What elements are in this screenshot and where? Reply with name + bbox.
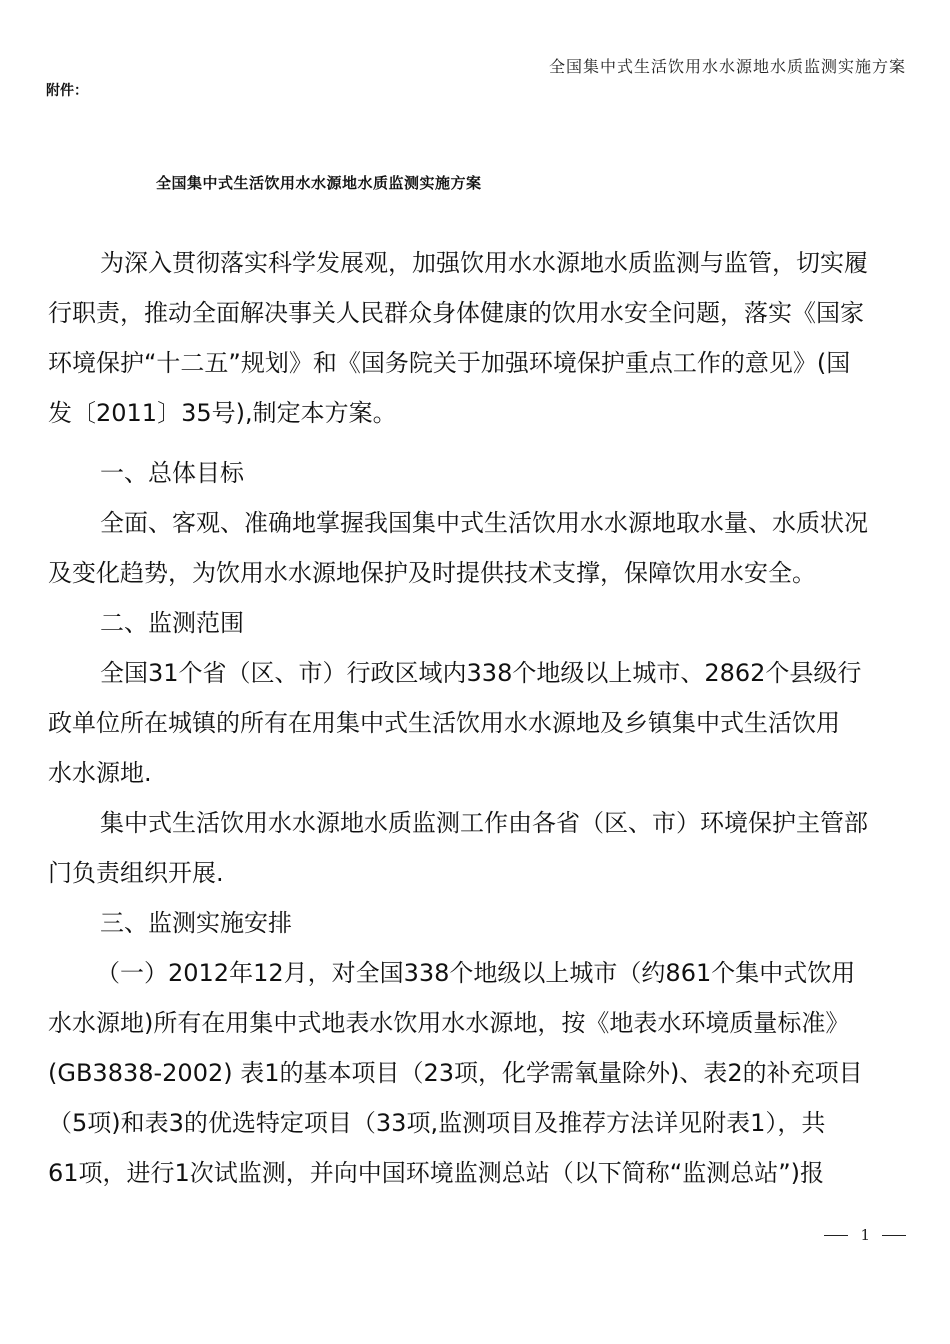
page-number: 1 — [860, 1226, 870, 1244]
page-footer — [824, 1226, 906, 1244]
body-line: 及变化趋势，为饮用水水源地保护及时提供技术支撑，保障饮用水安全。 — [48, 559, 816, 587]
body-line: 门负责组织开展. — [48, 859, 224, 887]
section-heading: 一、总体目标 — [100, 459, 244, 487]
footer-dash-left — [824, 1235, 848, 1236]
body-line: 水水源地)所有在用集中式地表水饮用水水源地，按《地表水环境质量标准》 — [48, 1009, 850, 1037]
body-line: （5项)和表3的优选特定项目（33项,监测项目及推荐方法详见附表1），共 — [48, 1109, 826, 1137]
body-line: (GB3838-2002) 表1的基本项目（23项，化学需氧量除外)、表2的补充项目 — [48, 1059, 863, 1087]
running-header: 全国集中式生活饮用水水源地水质监测实施方案 — [548, 57, 906, 76]
body-line: 环境保护“十二五”规划》和《国务院关于加强环境保护重点工作的意见》(国 — [48, 349, 851, 377]
body-line: 发〔2011〕35号),制定本方案。 — [48, 399, 397, 427]
body-line: 水水源地. — [48, 759, 152, 787]
body-line: （一）2012年12月，对全国338个地级以上城市（约861个集中式饮用 — [96, 959, 856, 987]
body-line: 全面、客观、准确地掌握我国集中式生活饮用水水源地取水量、水质状况 — [100, 509, 868, 537]
section-heading: 三、监测实施安排 — [100, 909, 292, 937]
header-rule — [44, 80, 906, 81]
body-line: 集中式生活饮用水水源地水质监测工作由各省（区、市）环境保护主管部 — [100, 809, 868, 837]
footer-dash-right — [882, 1235, 906, 1236]
body-line: 全国31个省（区、市）行政区域内338个地级以上城市、2862个县级行 — [100, 659, 862, 687]
body-line: 政单位所在城镇的所有在用集中式生活饮用水水源地及乡镇集中式生活饮用 — [48, 709, 840, 737]
body-line: 为深入贯彻落实科学发展观，加强饮用水水源地水质监测与监管，切实履 — [100, 249, 868, 277]
body-line: 61项，进行1次试监测，并向中国环境监测总站（以下简称“监测总站”)报 — [48, 1159, 825, 1187]
body-line: 行职责，推动全面解决事关人民群众身体健康的饮用水安全问题，落实《国家 — [48, 299, 864, 327]
attachment-label: 附件： — [46, 83, 88, 99]
section-heading: 二、监测范围 — [100, 609, 244, 637]
document-title: 全国集中式生活饮用水水源地水质监测实施方案 — [156, 174, 482, 192]
